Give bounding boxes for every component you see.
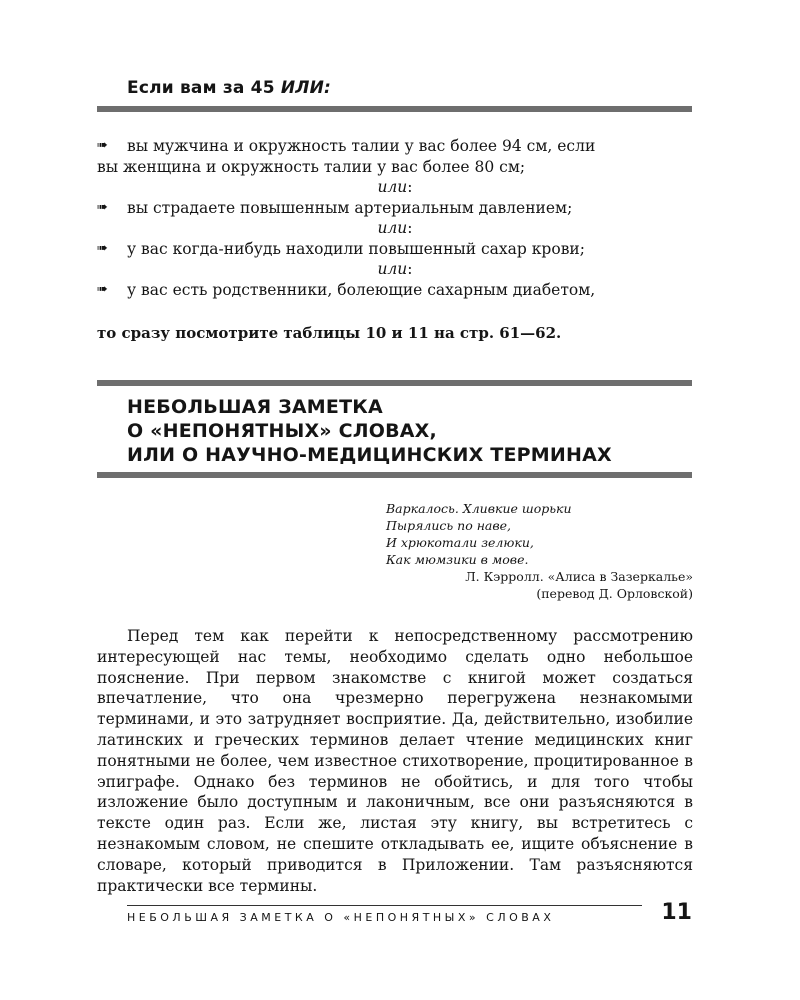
criteria-text: у вас когда-нибудь находили повышенный сахар крови; — [127, 239, 585, 258]
epigraph-line: И хрюкотали зелюки, — [386, 535, 534, 550]
criteria-item — [97, 280, 693, 301]
footer-rule — [127, 905, 642, 906]
arrow-bullet-icon: ➠ — [97, 199, 108, 215]
epigraph — [386, 500, 693, 602]
heading-rule — [97, 106, 692, 112]
criteria-list — [97, 136, 693, 300]
or-separator: или: — [377, 219, 413, 237]
top-heading-text: Если вам за 45 — [127, 78, 281, 98]
or-separator: или: — [377, 260, 413, 278]
epigraph-line: Варкалось. Хливкие шорьки — [386, 501, 572, 516]
criteria-item — [97, 136, 693, 157]
section-title — [127, 395, 612, 467]
epigraph-translation: (перевод Д. Орловской) — [536, 586, 693, 601]
epigraph-line: Пырялись по наве, — [386, 518, 512, 533]
arrow-bullet-icon: ➠ — [97, 240, 108, 256]
section-rule-top — [97, 380, 692, 386]
top-heading — [127, 78, 331, 98]
arrow-bullet-icon: ➠ — [97, 281, 108, 297]
body-paragraph: Перед тем как перейти к непосредственному рассмотрению интересующей нас темы, необходимо сделать одно небольшое пояснение. При первом знакомстве с книгой может создаться впечатление, что она чрезмерно перегружена незнакомыми терминами, и это затрудняет восприятие. Да, действительно, изобилие латинских и греческих терминов делает чтение медицинских книг понятными не более, чем известное стихотворение, процитированное в эпиграфе. Однако без терминов не обойтись, и для того чтобы изложение было доступным и лаконичным, все они разъясняются в тексте один раз. Если же, листая эту книгу, вы встретитесь с незнакомым словом, не спешите откладывать ее, ищите объяснение в словаре, который приводится в Приложении. Там разъясняются практически все термины. — [97, 627, 693, 895]
arrow-bullet-icon: ➠ — [97, 138, 108, 153]
criteria-item — [97, 198, 693, 219]
epigraph-author: Л. Кэрролл. «Алиса в Зазеркалье» — [465, 569, 693, 584]
section-title-line: О «НЕПОНЯТНЫХ» СЛОВАХ, — [127, 420, 437, 442]
epigraph-line: Как мюмзики в мове. — [386, 552, 529, 567]
section-title-line: НЕБОЛЬШАЯ ЗАМЕТКА — [127, 396, 383, 418]
section-title-line: ИЛИ О НАУЧНО-МЕДИЦИНСКИХ ТЕРМИНАХ — [127, 444, 612, 466]
criteria-item — [97, 239, 693, 260]
section-rule-bottom — [97, 472, 692, 478]
criteria-text: вы мужчина и окружность талии у вас более 94 см, если — [127, 137, 596, 155]
criteria-text: вы страдаете повышенным артериальным давлением; — [127, 198, 573, 217]
page-number: 11 — [661, 900, 692, 925]
criteria-continuation: вы женщина и окружность талии у вас более 80 см; — [97, 157, 526, 176]
top-heading-emphasis: ИЛИ: — [280, 78, 332, 98]
running-title: НЕБОЛЬШАЯ ЗАМЕТКА О «НЕПОНЯТНЫХ» СЛОВАХ — [127, 911, 555, 924]
criteria-text: у вас есть родственники, болеющие сахарным диабетом, — [127, 280, 596, 299]
conclusion-text: то сразу посмотрите таблицы 10 и 11 на стр. 61—62. — [97, 324, 562, 342]
or-separator: или: — [377, 178, 413, 196]
